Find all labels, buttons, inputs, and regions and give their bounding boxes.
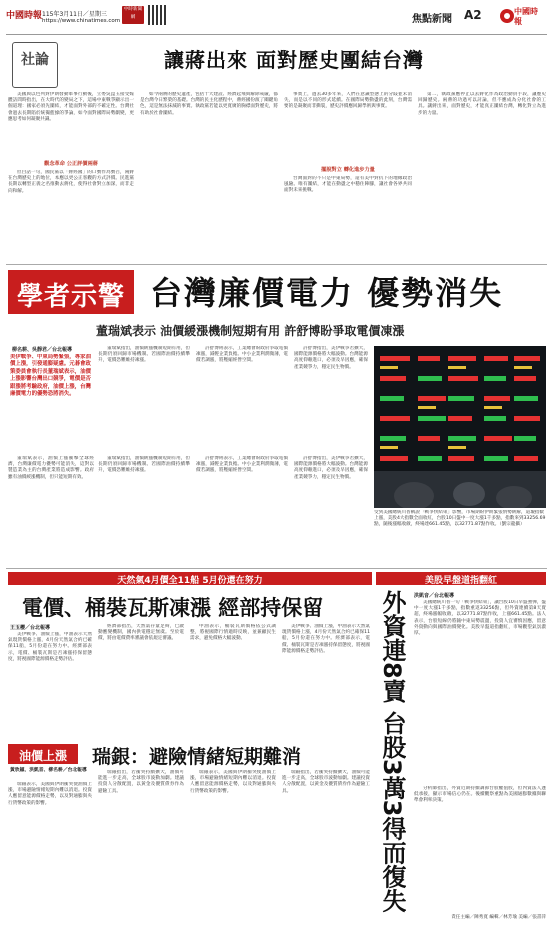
- bottom-left-col3: [190, 624, 276, 738]
- bottom-right-byline: 洪凱音／台北報導: [414, 593, 455, 599]
- paper-name: 中國時報: [6, 11, 43, 21]
- section-label: 學者示警: [16, 282, 125, 312]
- bottom-left-col2-text: 經濟部指出，天然氣存量足夠，已啟動應變機制，國內供電穩定無虞。至於電價，將由電價費率審議會依規定審議。: [98, 624, 184, 642]
- main-headline: 台灣廉價電力 優勢消失: [150, 274, 504, 312]
- photo-caption: [374, 510, 546, 558]
- editor-credit: 責任主編／陳秀寬 編輯／林芳瑜 美編／張書萍: [451, 915, 546, 920]
- oil-col2-text: 瑞銀指出，若衝突持續擴大，油價可能進一步走高，全球股市波動加劇。建議投資人分散配置，以黃金及優質債券作為避險工具。: [98, 770, 184, 794]
- middle-col-c: [294, 346, 368, 450]
- stock-board-photo: [374, 346, 546, 508]
- bottom-right-col2: [414, 786, 546, 910]
- middle-lower-col1: [8, 456, 94, 566]
- middle-col-c-text: 許舒博指出，美伊戰爭若擴大，國際能源價格將大幅波動。台灣能源高度仰賴進口，必須及早因應，確保產業競爭力，穩定民生物價。: [294, 346, 368, 370]
- logo-small-text: 中時新聞網: [123, 7, 143, 20]
- website: https://www.chinatimes.com: [42, 18, 121, 24]
- editorial-subhead-1: 觀念革命 公正評價兩蔣: [44, 161, 98, 167]
- oil-headline: 瑞銀：避險情緒短期難消: [92, 746, 302, 768]
- middle-lower-col2-text: 董瑞斌指出，油價緩漲機制短期有用，但長期仍須回歸市場機制。若國際油價持續攀升，電價恐難維持凍漲。: [98, 456, 190, 474]
- oil-col4: [282, 770, 370, 930]
- editorial-col2-text: 如今兩蔣的歷史遺產，包括十大建設、經濟起飛與解除戒嚴，都是台灣今日繁榮的基礎。台灣的民主化歷程中，蔣經國扮演了關鍵角色，這是無法抹滅的事實。執政黨若能以更寬廣的胸襟面對歷史，將有助於社會團結。: [140, 92, 278, 116]
- middle-col-b: [196, 346, 288, 450]
- lead-paragraph: [10, 354, 92, 450]
- section-divider-top: [6, 264, 547, 265]
- oil-col1: [8, 782, 92, 930]
- middle-lower-col4: [294, 456, 368, 566]
- logo-small: [122, 6, 144, 24]
- page-number: A2: [464, 8, 482, 22]
- section-divider-mid: [6, 568, 547, 569]
- middle-lower-col4-text: 許舒博指出，美伊戰爭若擴大，國際能源價格將大幅波動。台灣能源高度仰賴進口，必須及早因應，確保產業競爭力，穩定民生物價。: [294, 456, 368, 480]
- middle-lower-col2: [98, 456, 190, 566]
- editorial-headline: 讓蔣出來 面對歷史團結台灣: [164, 48, 424, 72]
- oil-col4-text: 瑞銀指出，若衝突持續擴大，油價可能進一步走高，全球股市波動加劇。建議投資人分散配置，以黃金及優質債券作為避險工具。: [282, 770, 370, 794]
- masthead: [6, 4, 547, 34]
- editorial-col3: [284, 92, 412, 158]
- bottom-right-headline-text: 外資連8賣 台股3萬3得而復失: [378, 590, 406, 913]
- middle-col-b-text: 許舒博則表示，工業總會盼政府爭取電價凍漲，減輕企業負擔。中小企業利潤微薄，電價若調漲，將壓縮經營空間。: [196, 346, 288, 364]
- bottom-left-col1: [8, 632, 92, 738]
- editorial-col3-text: 事實上，過去30多年來，人們在意識型態上的分歧並未消失，而是以不同的形式延續。在國際局勢動盪的此刻，台灣需要的是凝聚而非撕裂，歷史評價應回歸學術與事實。: [284, 92, 412, 110]
- oil-byline: 黃欣穎、洪凱音、柳名耕／台北報導: [10, 768, 87, 773]
- oil-col3: [190, 770, 276, 930]
- middle-lower-col3: [196, 456, 288, 566]
- oil-col2: [98, 770, 184, 930]
- photo-caption-text: 受到美國總統川普稱說「戰爭快結束」影響，市場期盼伊朗緊張情勢緩解，道瓊指數上漲，美股4大指數全面收紅，台股10日盤中一度大漲1千多點，指數來到33256.69點，隨後漲幅收斂，終場達661.45點，以32771.87點作收。（劉宗龍攝）: [374, 510, 546, 528]
- editorial-col3b-text: 台灣面對的不只是中東局勢，還有美中對抗下的地緣政治風險。唯有團結，才能在動盪之中穩住陣腳，讓社會各界共同面對未來挑戰。: [284, 176, 412, 194]
- editorial-col1b: [8, 170, 134, 258]
- bottom-right-col1: [414, 600, 546, 780]
- oil-col1-text: 瑞銀表示，美國與伊朗衝突使油價上漲，市場避險情緒短期內難以消退。投資人應留意能源價格走勢，以及對通膨與央行貨幣政策的影響。: [8, 782, 92, 806]
- editorial-seal-text: 社論: [21, 52, 49, 68]
- bottom-right-banner-text: 美股早盤道指翻紅: [424, 576, 497, 586]
- bottom-left-col3-text: 中油表示，桶裝瓦斯價格依公式調整，將視國際行情適時反映，並兼顧民生需求，避免價格大幅波動。: [190, 624, 276, 642]
- middle-col-a-text: 董瑞斌指出，油價緩漲機制短期有用，但長期仍須回歸市場機制。若國際油價持續攀升，電價恐難維持凍漲。: [98, 346, 190, 364]
- oil-col3-text: 瑞銀表示，美國與伊朗衝突使油價上漲，市場避險情緒短期內難以消退。投資人應留意能源價格走勢，以及對通膨與央行貨幣政策的影響。: [190, 770, 276, 794]
- logo-text: 中國時報: [514, 6, 538, 26]
- bottom-left-col2: [98, 624, 184, 738]
- stock-board-illustration: [374, 346, 546, 508]
- editorial-col1-text: 美國與以色列對伊朗發動軍事行動後，立委吳崑玉接受媒體訪問時指出，在大時代的變局之下，這場中東戰爭顯示出一個道理：國家必須先團結，才能面對外部的不確定性。台灣社會過去長期陷於統獨藍綠的爭論，如今面對國際局勢劇變，更應思考如何凝聚共識。: [8, 92, 134, 122]
- oil-label: 油價上漲: [18, 749, 67, 763]
- byline-middle: 柳名耕、吳靜君／台北報導: [12, 347, 73, 353]
- editorial-col1b-text: 但白話一句，國民黨以「蔣經國」的口號作為號召，兩蔣在台灣歷史上的地位，本應以更公正客觀的方式評價。民進黨長期以轉型正義之名推動去蔣化，使得社會對立加深，而非走向和解。: [8, 170, 134, 194]
- lead-paragraph-text: 美伊戰爭、中東局勢緊張，專家油價上漲，引發通膨疑慮。元碁會政策委員會執行長董瑞斌表示，油價上漲影響台灣出口競爭，電價是否跟漲將考驗政府，油價上漲，台灣廉價電力的優勢恐將消失。: [10, 354, 91, 398]
- bottom-left-col4: [282, 624, 370, 738]
- sub-headline: 董瑞斌表示 油價緩漲機制短期有用 許舒博盼爭取電價凍漲: [96, 324, 405, 338]
- middle-col-a: [98, 346, 190, 450]
- brand-logo: [499, 4, 539, 32]
- bottom-left-col4-text: 美伊戰爭、油價上漲，中油表示天然氣現貨價格上漲，4月份天然氣合約已確保11船，5月份還在努力中。經濟部表示，電價、桶裝瓦斯是否凍漲持保留態度，將視國際能源價格走勢評估。: [282, 624, 370, 654]
- qr-code-icon: [148, 5, 168, 25]
- bottom-left-byline: 王玉櫻／台北報導: [10, 625, 51, 631]
- bottom-right-headline: [378, 590, 408, 920]
- middle-lower-col1-text: 董瑞斌表示，油價上漲衝擊全球經濟，台灣廉價電力優勢可能消失，這對以製造業為主的台灣產業將造成影響。政府雖有油價緩漲機制，但只能短期有效。: [8, 456, 94, 480]
- editorial-col3b: [284, 176, 412, 258]
- editorial-seal: [12, 42, 58, 88]
- editorial-subhead-2: 擺脫對立 轉化進步力量: [321, 167, 375, 173]
- date-line: 115年3月11日／星期三: [42, 11, 107, 18]
- editorial-col4-text: 第二，執政黨應停止以去蔣化作為政治動員手段，讓歷史回歸歷史。兩蔣的功過可以討論，但不應成為分化社會的工具。讓蔣出來，面對歷史，才能真正團結台灣，轉化對立為進步的力量。: [418, 92, 546, 116]
- middle-lower-col3-text: 許舒博則表示，工業總會盼政府爭取電價凍漲，減輕企業負擔。中小企業利潤微薄，電價若調漲，將壓縮經營空間。: [196, 456, 288, 474]
- header-rule: [6, 34, 547, 35]
- bottom-left-col1-text: 美伊戰爭、油價上漲，中油表示天然氣現貨價格上漲，4月份天然氣合約已確保11船，5月份還在努力中。經濟部表示，電價、桶裝瓦斯是否凍漲持保留態度，將視國際能源價格走勢評估。: [8, 632, 92, 662]
- bottom-left-headline: 電價、桶裝瓦斯凍漲 經部持保留: [22, 596, 324, 620]
- editorial-col1: [8, 92, 134, 154]
- editorial-col2: [140, 92, 278, 258]
- section-label-box: [8, 270, 134, 314]
- bottom-left-banner: [8, 572, 372, 585]
- bottom-right-col2-text: 分析師指出，外資近期持續調節台股權值股，但內資法人逢低承接，顯示市場信心仍在。後續觀察重點為美國通膨數據與聯準會利率決策。: [414, 786, 546, 804]
- section-title: 焦點新聞: [412, 14, 452, 25]
- editorial-col4: [418, 92, 546, 258]
- bottom-right-banner: [376, 572, 546, 585]
- oil-label-box: [8, 744, 78, 764]
- bottom-right-col1-text: 美國總統川普一句「戰爭快結束」，讓台股10日早盤強彈，盤中一度大漲1千多點，指數重返33256點，但外資連續第8天賣超，終場漲幅收斂，以32771.87點作收，上漲661.45點。法人表示，台股短線仍將隨中東局勢震盪，投資人宜審慎因應，留意外資動向與國際油價變化。美股早盤道指翻紅，市場觀望氣氛濃厚。: [414, 600, 546, 637]
- bottom-left-banner-text: 天然氣4月價全11船 5月份還在努力: [117, 576, 263, 586]
